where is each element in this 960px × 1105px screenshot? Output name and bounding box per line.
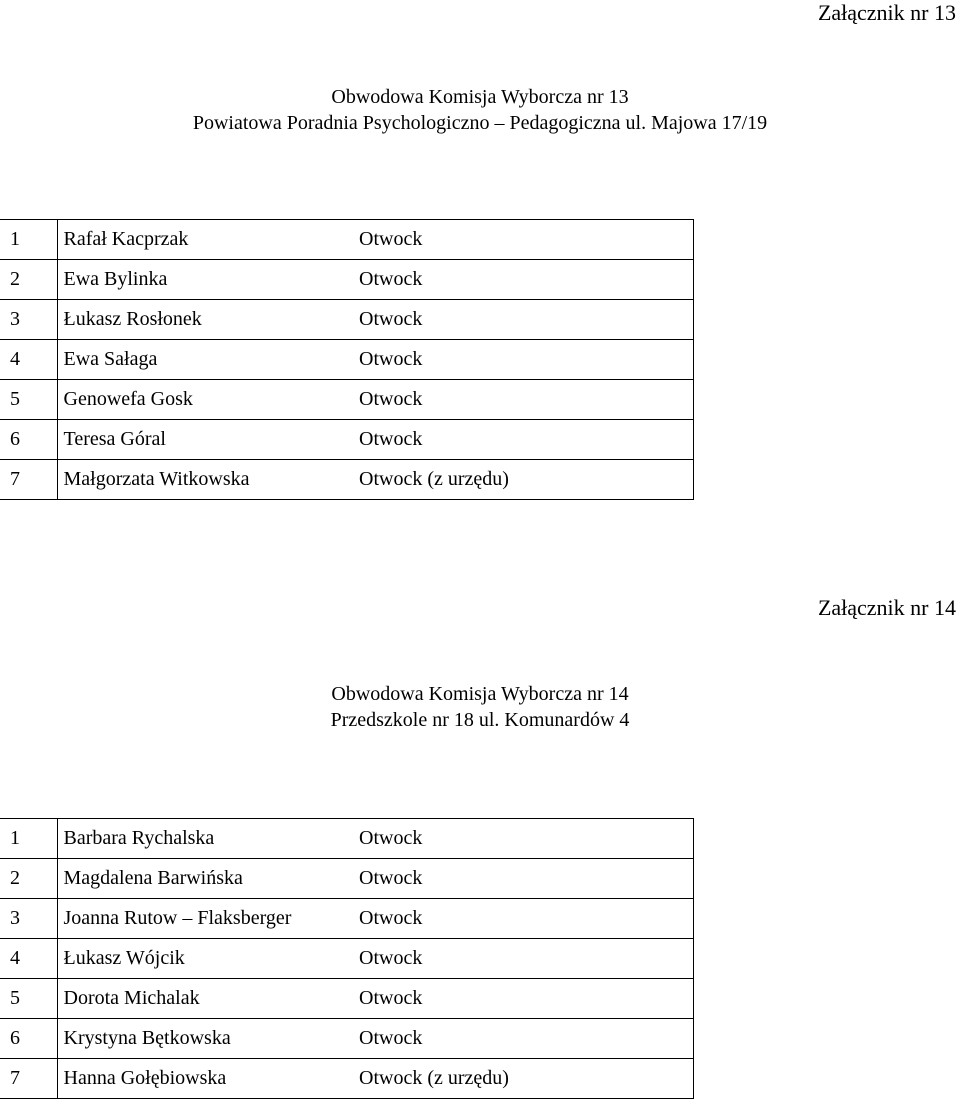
member-place: Otwock [358, 340, 693, 380]
member-number: 4 [0, 939, 57, 979]
member-name: Łukasz Wójcik [57, 939, 358, 979]
member-place: Otwock [358, 979, 693, 1019]
member-place: Otwock [358, 939, 693, 979]
member-place: Otwock [358, 819, 693, 859]
members-table-13 [0, 219, 694, 500]
table-row [0, 1059, 693, 1099]
member-name: Krystyna Bętkowska [57, 1019, 358, 1059]
commission-title: Obwodowa Komisja Wyborcza nr 13 [331, 86, 629, 108]
member-name: Łukasz Rosłonek [57, 300, 358, 340]
member-place: Otwock [358, 420, 693, 460]
member-place: Otwock [358, 859, 693, 899]
member-number: 1 [0, 220, 57, 260]
member-name: Ewa Sałaga [57, 340, 358, 380]
member-number: 3 [0, 300, 57, 340]
member-place: Otwock [358, 260, 693, 300]
member-number: 6 [0, 1019, 57, 1059]
table-row [0, 220, 693, 260]
member-number: 6 [0, 420, 57, 460]
table-row [0, 420, 693, 460]
annex-label-13: Załącznik nr 13 [817, 0, 956, 25]
member-name: Barbara Rychalska [57, 819, 358, 859]
commission-title: Obwodowa Komisja Wyborcza nr 14 [331, 683, 629, 705]
commission-heading-14 [0, 681, 960, 733]
table-row [0, 819, 693, 859]
table-row [0, 939, 693, 979]
member-name: Joanna Rutow – Flaksberger [57, 899, 358, 939]
member-name: Rafał Kacprzak [57, 220, 358, 260]
member-name: Magdalena Barwińska [57, 859, 358, 899]
member-number: 4 [0, 340, 57, 380]
commission-address: Powiatowa Poradnia Psychologiczno – Pedagogiczna ul. Majowa 17/19 [192, 112, 768, 134]
member-place: Otwock [358, 899, 693, 939]
table-row [0, 260, 693, 300]
table-row [0, 859, 693, 899]
member-name: Ewa Bylinka [57, 260, 358, 300]
table-row [0, 979, 693, 1019]
member-place: Otwock [358, 1019, 693, 1059]
member-number: 5 [0, 979, 57, 1019]
commission-address: Przedszkole nr 18 ul. Komunardów 4 [330, 709, 630, 731]
table-row [0, 380, 693, 420]
member-place: Otwock [358, 300, 693, 340]
member-place: Otwock [358, 380, 693, 420]
table-row [0, 1019, 693, 1059]
member-place: Otwock (z urzędu) [358, 1059, 693, 1099]
commission-heading-13 [0, 84, 960, 136]
members-table-14 [0, 818, 694, 1099]
member-name: Dorota Michalak [57, 979, 358, 1019]
table-row [0, 340, 693, 380]
member-name: Teresa Góral [57, 420, 358, 460]
member-number: 3 [0, 899, 57, 939]
table-row [0, 899, 693, 939]
member-name: Hanna Gołębiowska [57, 1059, 358, 1099]
member-name: Małgorzata Witkowska [57, 460, 358, 500]
annex-label-14: Załącznik nr 14 [817, 595, 956, 620]
table-row [0, 460, 693, 500]
member-number: 5 [0, 380, 57, 420]
table-row [0, 300, 693, 340]
member-number: 7 [0, 460, 57, 500]
member-name: Genowefa Gosk [57, 380, 358, 420]
member-number: 2 [0, 260, 57, 300]
member-number: 2 [0, 859, 57, 899]
member-place: Otwock [358, 220, 693, 260]
member-number: 1 [0, 819, 57, 859]
member-number: 7 [0, 1059, 57, 1099]
member-place: Otwock (z urzędu) [358, 460, 693, 500]
